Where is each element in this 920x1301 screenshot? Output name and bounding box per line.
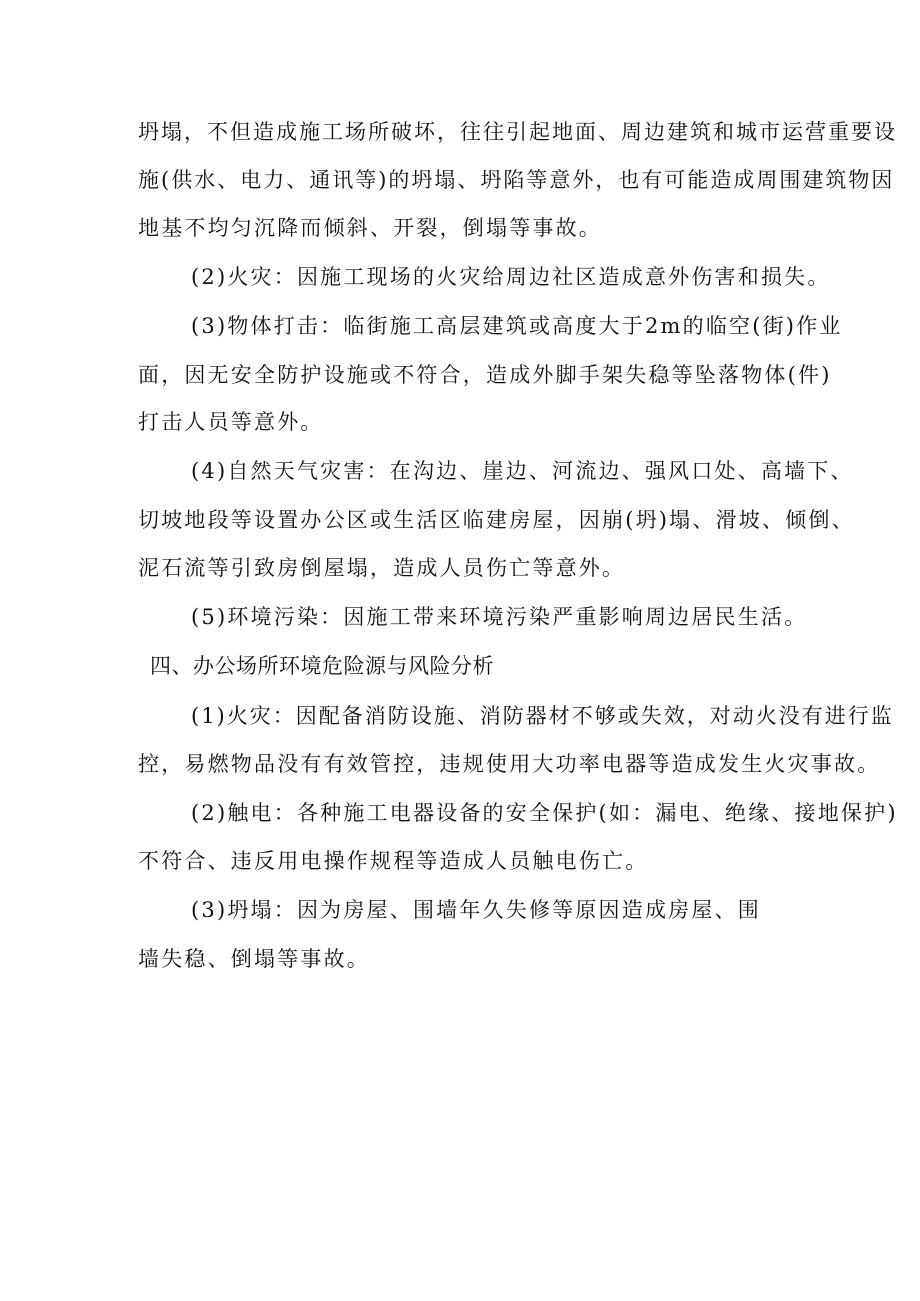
paragraph-line: 泥石流等引致房倒屋塌，造成人员伤亡等意外。: [138, 556, 626, 580]
paragraph-line: 施(供水、电力、通讯等)的坍塌、坍陷等意外，也有可能造成周围建筑物因: [138, 168, 895, 192]
paragraph-line: (3)物体打击：临街施工高层建筑或高度大于2m的临空(街)作业: [191, 314, 843, 338]
paragraph-line: (4)自然天气灾害：在沟边、崖边、河流边、强风口处、高墙下、: [191, 459, 854, 483]
paragraph-line: (2)火灾：因施工现场的火灾给周边社区造成意外伤害和损失。: [191, 265, 831, 289]
paragraph-line: (3)坍塌：因为房屋、围墙年久失修等原因造成房屋、围: [191, 898, 761, 922]
paragraph-line: 不符合、违反用电操作规程等造成人员触电伤亡。: [138, 849, 649, 873]
paragraph-line: 墙失稳、倒塌等事故。: [138, 947, 370, 971]
paragraph-line: (2)触电：各种施工电器设备的安全保护(如：漏电、绝缘、接地保护): [191, 801, 898, 825]
paragraph-line: (5)环境污染：因施工带来环境污染严重影响周边居民生活。: [191, 605, 808, 629]
paragraph-line: (1)火灾：因配备消防设施、消防器材不够或失效，对动火没有进行监: [191, 704, 894, 728]
paragraph-line: 坍塌，不但造成施工场所破坏，往往引起地面、周边建筑和城市运营重要设: [138, 120, 897, 144]
section4-heading: 四、办公场所环境危险源与风险分析: [150, 654, 494, 678]
paragraph-line: 控，易燃物品没有有效管控，违规使用大功率电器等造成发生火灾事故。: [138, 752, 881, 776]
paragraph-line: 打击人员等意外。: [138, 410, 324, 434]
paragraph-line: 地基不均匀沉降而倾斜、开裂，倒塌等事故。: [138, 216, 602, 240]
paragraph-line: 面，因无安全防护设施或不符合，造成外脚手架失稳等坠落物体(件): [138, 363, 832, 387]
paragraph-line: 切坡地段等设置办公区或生活区临建房屋，因崩(坍)塌、滑坡、倾倒、: [138, 508, 855, 532]
